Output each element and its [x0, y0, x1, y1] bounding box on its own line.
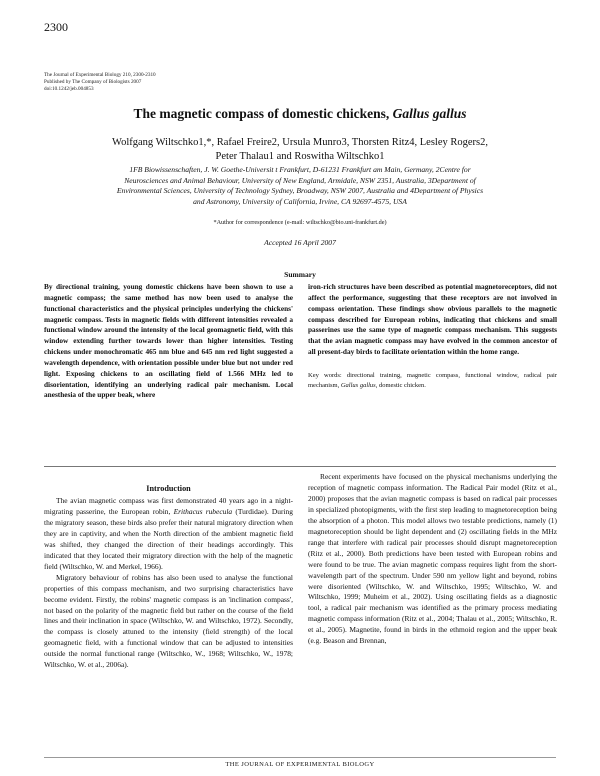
section-divider — [44, 466, 556, 467]
doi-line: doi:10.1242/jeb.004853 — [44, 86, 94, 92]
keywords-text: directional training, magnetic compass, functional window, radical pair mechanism, — [308, 372, 557, 389]
affiliation-line-2: Neurosciences and Animal Behaviour, University of New England, Armidale, NSW 2351, Australia, 3Department of — [124, 175, 476, 185]
authors-line-1: Wolfgang Wiltschko1,*, Rafael Freire2, Ursula Munro3, Thorsten Ritz4, Lesley Rogers2, — [112, 137, 488, 148]
page-number: 2300 — [44, 20, 68, 34]
keywords-label: Key words: — [308, 372, 347, 379]
affiliation-line-1: 1FB Biowissenschaften, J. W. Goethe-Universit t Frankfurt, D-61231 Frankfurt am Main, Germany, 2Centre for — [129, 165, 471, 174]
affiliation-line-4: and Astronomy, University of California, Irvine, CA 92697-4575, USA — [193, 196, 407, 206]
correspondence-note: *Author for correspondence (e-mail: wiltschko@bio.uni-frankfurt.de) — [213, 219, 387, 226]
intro-p1-start: The avian magnetic compass was first demonstrated 40 years ago in a night-migrating passerine, the European robin, — [44, 496, 293, 516]
intro-paragraph-2: Migratory behaviour of robins has also been used to analyse the functional properties of this compass mechanism, and two surprising characteristics have become evident. Firstly, the robins' magnetic compass is an 'inclination compass', not based on the polarity of the magnetic field but rather on the course of the field lines and their inclination in space (Wiltschko, W. and Wiltschko, 1972). Secondly, the compass is closely attuned to the intensity (field strength) of the local geomagnetic field, with a functional window that can be adjusted to intensities outside the normal functional range (Wiltschko, W., 1968; Wiltschko, W., 1978; Wiltschko, W. et al., 2006a). — [44, 572, 293, 670]
summary-text-left: By directional training, young domestic chickens have been shown to use a magnetic compass; the same method has now been used to analyse the functional characteristics and the physical principles underlying the chickens' magnetic compass. Tests in magnetic fields with different intensities revealed a functional window around the intensity of the local geomagnetic field, with this window extending further towards lower than higher intensities. Testing chickens under monochromatic 465 nm blue and 645 nm red light suggested a wavelength dependence, with orientation possible under blue but not under red light. Exposing chickens to an oscillating field of 1.566 MHz led to disorientation, identifying an underlying radical pair mechanism. Local anesthesia of the upper beak, where — [44, 282, 293, 400]
keywords-species: Gallus gallus — [340, 382, 376, 389]
introduction-left-column — [44, 496, 293, 671]
title-species: Gallus gallus — [392, 106, 467, 121]
introduction-right-column — [308, 472, 557, 647]
authors-line-2: Peter Thalau1 and Roswitha Wiltschko1 — [215, 151, 385, 162]
affiliation-line-3: Environmental Sciences, University of Technology Sydney, Broadway, NSW 2007, Australia and 4Department of Physics — [116, 186, 484, 195]
intro-p1-end: (Turdidae). During the migratory season, these birds also prefer their natural migratory direction when they are in captivity, and when the North direction of the ambient magnetic field was shifted, they changed the direction of their headings accordingly. This indicated that they located their migratory direction with the help of the magnetic field (Wiltschko, W. and Merkel, 1966). — [44, 506, 293, 571]
keywords-tail: , domestic chicken. — [375, 382, 426, 389]
summary-heading: Summary — [284, 270, 316, 279]
summary-text-right: iron-rich structures have been described as potential magnetoreceptors, did not affect the performance, suggesting that these receptors are not involved in compass orientation. These findings show obvious parallels to the magnetic compass described for European robins, indicating that chickens and small passerines use the same type of magnetic compass mechanism. This suggests that the avian magnetic compass may have evolved in the common ancestor of all present-day birds to facilitate orientation within the home range. — [308, 282, 557, 357]
accepted-date: Accepted 16 April 2007 — [264, 238, 336, 247]
footer-divider — [44, 757, 556, 758]
introduction-heading: Introduction — [146, 484, 191, 493]
title-main: The magnetic compass of domestic chickens, — [133, 106, 393, 121]
publisher-line: Published by The Company of Biologists 2007 — [44, 79, 142, 85]
article-title — [0, 106, 600, 122]
footer-journal-name: THE JOURNAL OF EXPERIMENTAL BIOLOGY — [225, 761, 375, 768]
journal-meta — [44, 72, 156, 93]
keywords — [308, 371, 557, 391]
intro-p1-species: Erithacus rubecula — [173, 506, 233, 516]
intro-paragraph-1 — [44, 496, 293, 573]
affiliations — [40, 165, 560, 207]
author-list — [40, 136, 560, 164]
journal-citation: The Journal of Experimental Biology 210, 2300-2310 — [44, 72, 156, 78]
intro-paragraph-3: Recent experiments have focused on the physical mechanisms underlying the reception of magnetic compass information. The Radical Pair model (Ritz et al., 2000) proposes that the avian magnetic compass is based on radical pair processes in specialized photopigments, with the first step leading to magnetoreception being the absorption of a photon. This model allows two testable predictions, namely (1) magnetoreception should be light dependent and (2) oscillating fields in the MHz range that interfere with radical pair processes should disrupt magnetoreception (Ritz et al., 2000). Both predictions have been tested with European robins and were found to be true. The avian magnetic compass requires light from the short-wavelength part of the spectrum. Under 590 nm yellow light and beyond, robins were disoriented (Wiltschko, W. and Wiltschko, 1995; Wiltschko, W. and Wiltschko, 1999; Muheim et al., 2002). Using oscillating fields as a diagnostic tool, a radical pair mechanism was identified as the primary process mediating magnetic compass information (Ritz et al., 2004; Thalau et al., 2005; Wiltschko, R. et al., 2005). Magnetite, found in birds in the ethmoid region and the upper beak (e.g. Beason and Brennan, — [308, 472, 557, 646]
